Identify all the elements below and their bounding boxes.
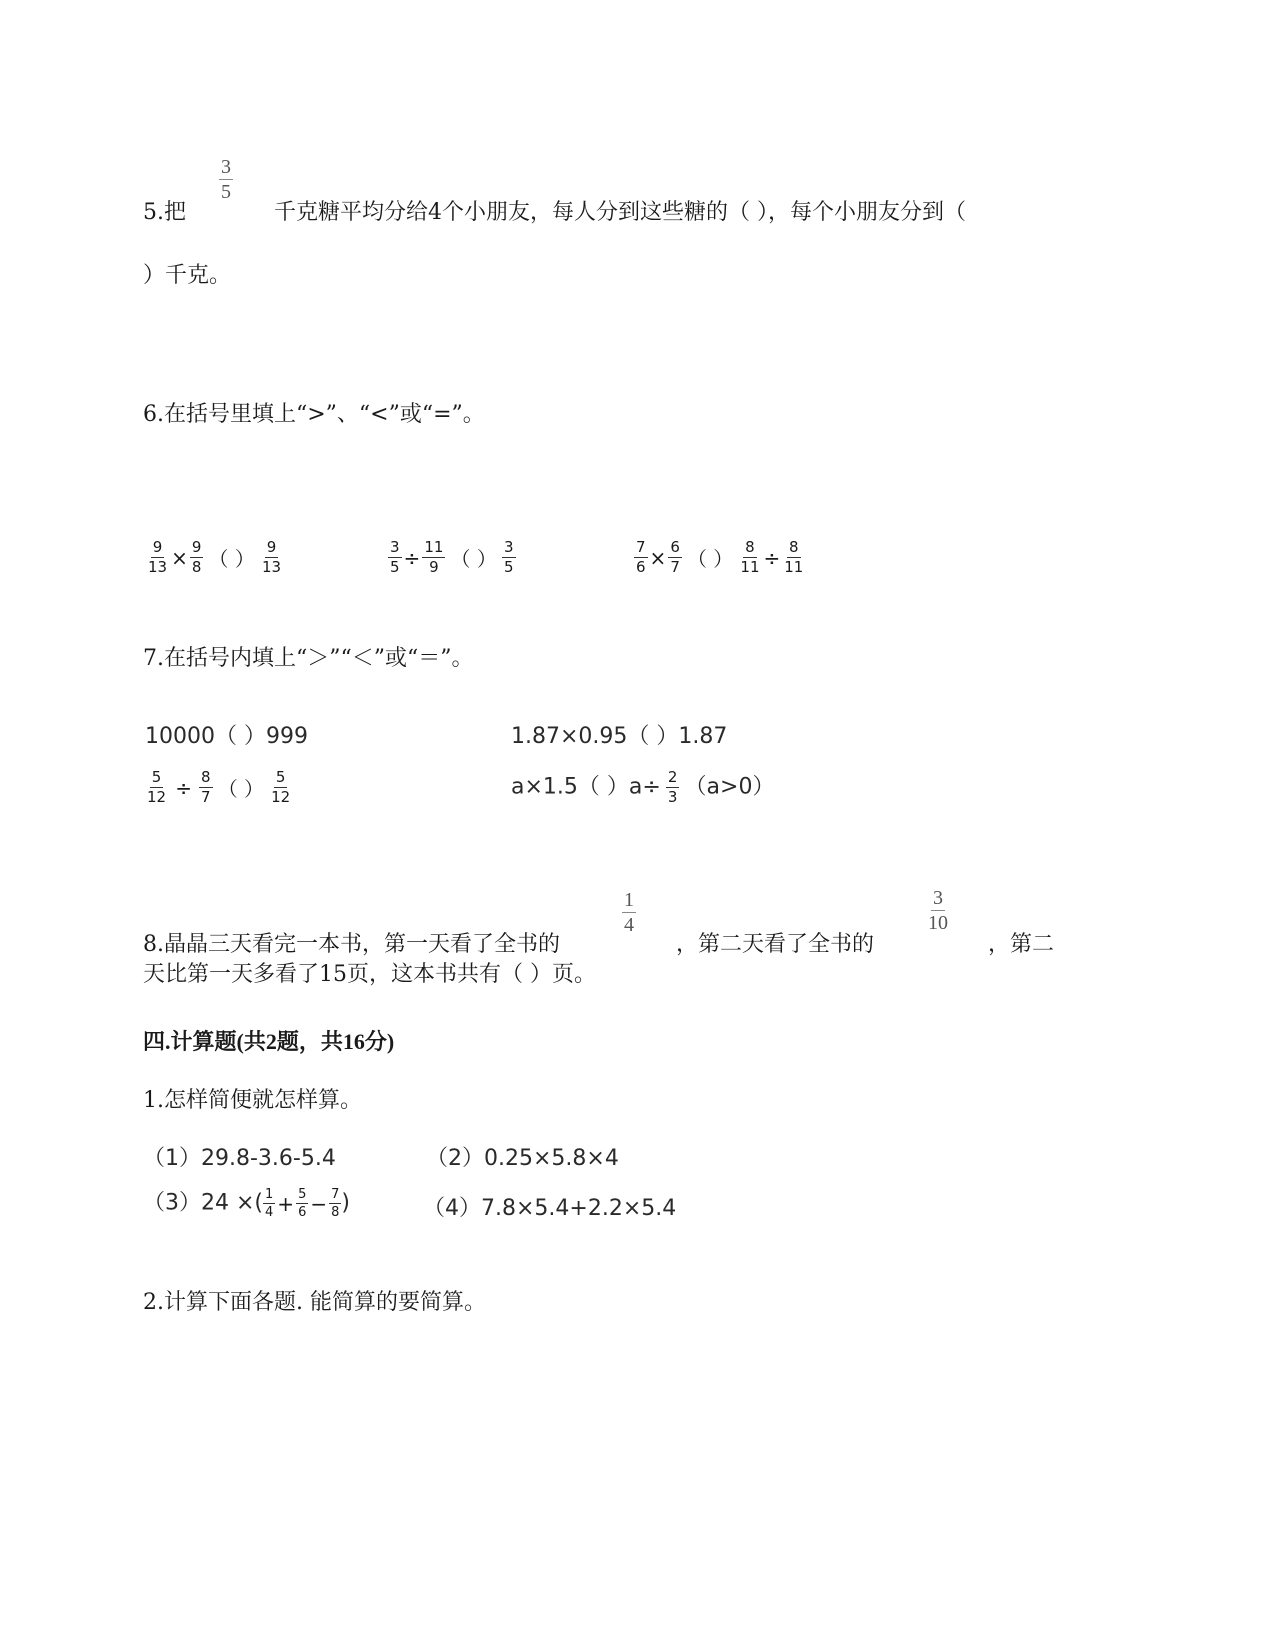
q5-prefix: 5.把 — [143, 200, 186, 225]
q8-frac1-den: 4 — [624, 914, 634, 936]
q6-i2-c-num: 3 — [503, 538, 514, 556]
q6-i1-c-num: 9 — [266, 538, 277, 556]
q5-fraction — [219, 157, 233, 202]
s4-q1-op2: − — [310, 1191, 328, 1216]
q7-row2-left — [145, 770, 292, 805]
q6-i1-c-den: 13 — [261, 558, 282, 576]
s4-q1-item1: （1）29.8-3.6-5.4 — [143, 1146, 336, 1171]
q8-frac1-num: 1 — [624, 889, 634, 911]
q6-i3-blank[interactable]: （ ） — [686, 547, 734, 571]
q6-i1-b-den: 8 — [191, 558, 202, 576]
q7-r2r-frac-den: 3 — [667, 788, 678, 806]
q6-i1-a-den: 13 — [148, 558, 168, 576]
q6-i2-b-den: 9 — [429, 558, 439, 576]
q8-end: ，第二 — [988, 932, 1055, 957]
q6-i3-b-den: 7 — [670, 558, 680, 576]
q5-frac-num: 3 — [221, 156, 231, 178]
q6-i2-a-den: 5 — [390, 558, 400, 576]
q6-i2-op: ÷ — [403, 545, 421, 570]
q7-title: 7.在括号内填上“＞”“＜”或“＝”。 — [143, 646, 474, 671]
q5-text-line2: ）千克。 — [143, 263, 232, 288]
q8-line2: 天比第一天多看了15页，这本书共有（ ）页。 — [143, 962, 596, 987]
q6-i3-c-den: 11 — [740, 558, 760, 576]
q7-r2l-a-den: 12 — [147, 788, 167, 806]
q8-prefix: 8.晶晶三天看完一本书，第一天看了全书的 — [143, 932, 560, 957]
q6-i3-op2: ÷ — [763, 545, 781, 570]
q6-i3-d-den: 11 — [784, 558, 804, 576]
q7-r2l-a-num: 5 — [151, 768, 162, 786]
q7-row1-right: 1.87×0.95（ ）1.87 — [511, 724, 728, 749]
q5-text-line1: 千克糖平均分给4个小朋友，每人分到这些糖的（ ），每个小朋友分到（ — [274, 200, 966, 225]
q7-r2l-op: ÷ — [175, 775, 192, 800]
q6-i1-op: × — [171, 545, 188, 570]
q7-r2r-prefix: a×1.5（ ）a÷ — [511, 774, 661, 800]
s4-q1-f2-num: 5 — [298, 1187, 307, 1202]
q6-i3-a-num: 7 — [636, 538, 646, 556]
q7-r2l-blank[interactable]: （ ） — [217, 777, 265, 801]
s4-q1-op1: + — [277, 1191, 295, 1216]
q6-item-1 — [146, 540, 283, 575]
q8-frac2-num: 3 — [933, 887, 943, 909]
q6-i3-d-num: 8 — [789, 538, 799, 556]
s4-q1-title: 1.怎样简便就怎样算。 — [143, 1088, 362, 1113]
q7-r2r-frac-num: 2 — [667, 768, 678, 786]
s4-q2-title: 2.计算下面各题. 能简算的要简算。 — [143, 1290, 486, 1315]
q7-row1-left: 10000（ ）999 — [145, 724, 308, 749]
q8-frac2 — [926, 888, 950, 933]
q6-i1-a-num: 9 — [152, 538, 163, 556]
q6-item-2 — [388, 540, 516, 575]
q5-frac-den: 5 — [221, 181, 231, 203]
q7-row2-right — [511, 770, 774, 805]
q7-r2l-c-den: 12 — [271, 788, 291, 806]
q6-title: 6.在括号里填上“>”、“<”或“=”。 — [143, 402, 485, 427]
q6-i1-blank[interactable]: （ ） — [208, 547, 255, 571]
s4-q1-f1-num: 1 — [265, 1187, 274, 1202]
q7-r2l-b-num: 8 — [201, 768, 211, 786]
q6-i2-c-den: 5 — [503, 558, 514, 576]
q6-i3-op: × — [649, 545, 667, 570]
s4-q1-item3-prefix: （3）24 ×( — [143, 1190, 264, 1216]
s4-q1-item4: （4）7.8×5.4+2.2×5.4 — [423, 1196, 677, 1221]
q6-i3-a-den: 6 — [636, 558, 646, 576]
s4-q1-f1-den: 4 — [265, 1205, 274, 1220]
s4-q1-item3-suffix: ) — [341, 1190, 350, 1216]
q6-item-3 — [634, 540, 805, 575]
s4-q1-item2: （2）0.25×5.8×4 — [426, 1146, 619, 1171]
section4-heading: 四.计算题(共2题，共16分) — [143, 1029, 395, 1054]
q6-i1-b-num: 9 — [191, 538, 202, 556]
q7-r2l-b-den: 7 — [201, 788, 211, 806]
q6-i2-b-num: 11 — [424, 538, 444, 556]
q6-i3-b-num: 6 — [670, 538, 680, 556]
q8-frac2-den: 10 — [928, 912, 948, 934]
s4-q1-f3-num: 7 — [331, 1187, 340, 1202]
q6-i2-a-num: 3 — [390, 538, 400, 556]
s4-q1-f3-den: 8 — [331, 1205, 340, 1220]
s4-q1-item3 — [143, 1188, 350, 1219]
q7-r2l-c-num: 5 — [275, 768, 286, 786]
q7-r2r-suffix: （a>0） — [684, 774, 775, 800]
q8-mid: ，第二天看了全书的 — [676, 932, 875, 957]
s4-q1-f2-den: 6 — [298, 1205, 307, 1220]
q6-i3-c-num: 8 — [745, 538, 755, 556]
q6-i2-blank[interactable]: （ ） — [450, 547, 497, 571]
q8-frac1 — [622, 890, 636, 935]
